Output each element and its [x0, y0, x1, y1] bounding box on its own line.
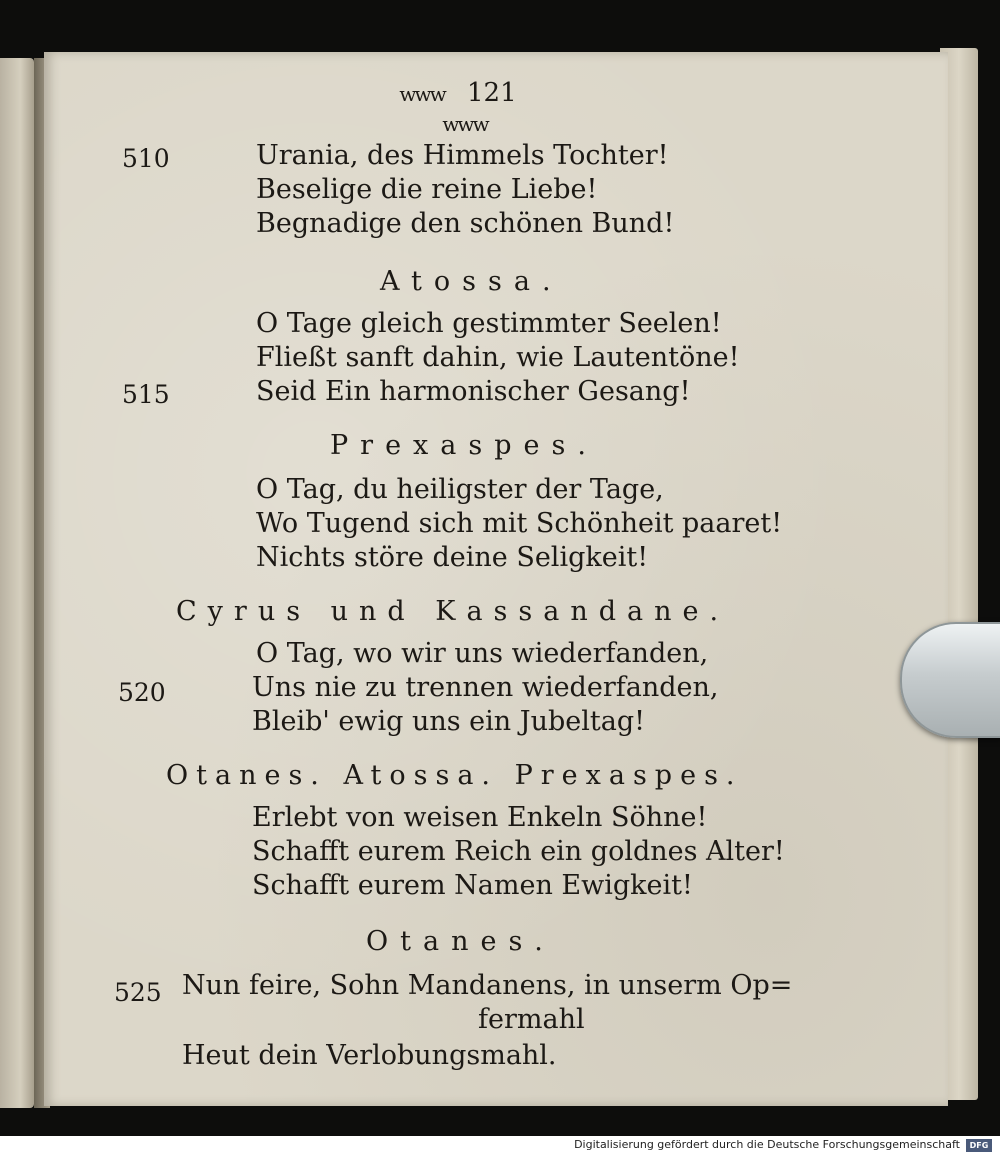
- line-number: 510: [122, 144, 170, 173]
- line-number: 515: [122, 380, 170, 409]
- verse-line: Begnadige den schönen Bund!: [256, 208, 675, 239]
- verse-line: Bleib' ewig uns ein Jubeltag!: [252, 706, 645, 737]
- verse-line: Heut dein Verlobungsmahl.: [182, 1040, 557, 1071]
- verse-line: Seid Ein harmonischer Gesang!: [256, 376, 691, 407]
- verse-line: O Tag, du heiligster der Tage,: [256, 474, 664, 505]
- verse-line: Beselige die reine Liebe!: [256, 174, 598, 205]
- verse-line: Schafft eurem Namen Ewigkeit!: [252, 870, 693, 901]
- verse-line: Nun feire, Sohn Mandanens, in unserm Op=: [182, 970, 793, 1001]
- speaker-heading: Prexaspes.: [330, 430, 598, 461]
- verse-line: Erlebt von weisen Enkeln Söhne!: [252, 802, 708, 833]
- line-number: 520: [118, 678, 166, 707]
- verse-line: Schafft eurem Reich ein goldnes Alter!: [252, 836, 785, 867]
- page-number: 121: [466, 78, 517, 108]
- speaker-heading: Otanes. Atossa. Prexaspes.: [166, 760, 743, 791]
- page-header: [380, 78, 550, 138]
- speaker-heading: Otanes.: [366, 926, 555, 957]
- verse-line: Urania, des Himmels Tochter!: [256, 140, 669, 171]
- footer-bar: [0, 1136, 1000, 1156]
- verse-line: Wo Tugend sich mit Schönheit paaret!: [256, 508, 783, 539]
- dfg-logo: DFG: [966, 1139, 992, 1152]
- ornament-right: www: [442, 112, 488, 136]
- verse-line: Fließt sanft dahin, wie Lautentöne!: [256, 342, 740, 373]
- ornament-left: www: [399, 82, 445, 106]
- facing-page-edge: [0, 58, 34, 1108]
- speaker-heading: Atossa.: [380, 266, 563, 297]
- verse-line: O Tage gleich gestimmter Seelen!: [256, 308, 722, 339]
- speaker-heading: Cyrus und Kassandane.: [176, 596, 730, 627]
- verse-line: Nichts störe deine Seligkeit!: [256, 542, 649, 573]
- verse-line-continuation: fermahl: [478, 1004, 585, 1035]
- page-clip: [900, 622, 1000, 738]
- verse-line: Uns nie zu trennen wiederfanden,: [252, 672, 719, 703]
- verse-line: O Tag, wo wir uns wiederfanden,: [256, 638, 709, 669]
- line-number: 525: [114, 978, 162, 1007]
- footer-credit: Digitalisierung gefördert durch die Deutsche Forschungsgemeinschaft: [574, 1138, 960, 1151]
